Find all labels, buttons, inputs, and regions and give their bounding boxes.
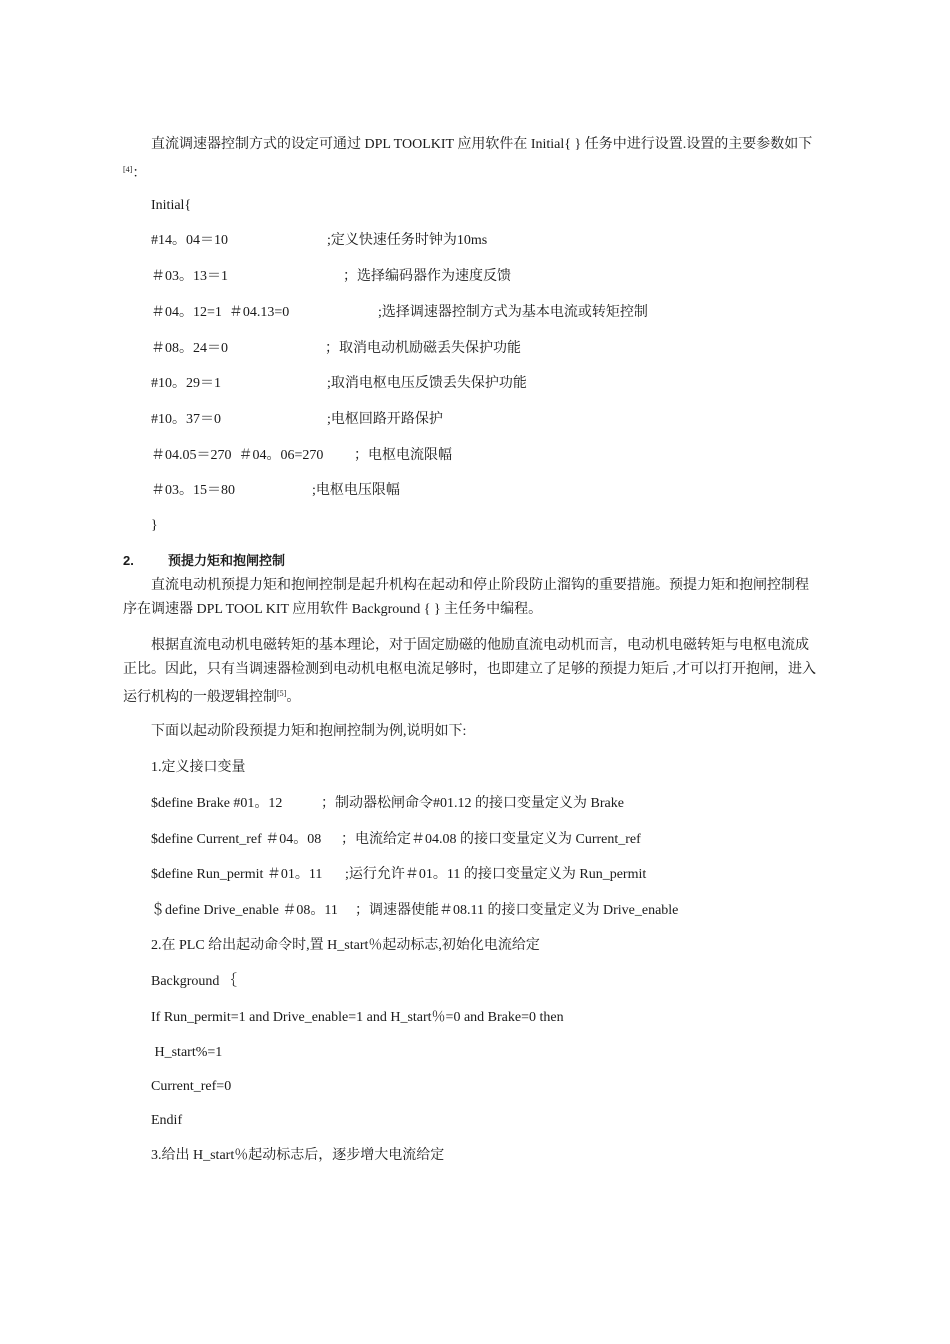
step-2-title: 2.在 PLC 给出起动命令时,置 H_start％起动标志,初始化电流给定	[151, 938, 540, 953]
define-comment: ；调速器使能＃08.11 的接口变量定义为 Drive_enable	[355, 903, 679, 918]
intro-line-1: 直流调速器控制方式的设定可通过 DPL TOOLKIT 应用软件在 Initial{ } 任务中进行设置.设置的主要参数如下	[151, 137, 813, 152]
init-row-comment: ;电枢回路开路保护	[327, 412, 443, 427]
define-comment: ；电流给定＃04.08 的接口变量定义为 Current_ref	[341, 832, 641, 847]
init-row-code: ＃04.05＝270 ＃04。06=270	[151, 448, 324, 463]
init-row-code: ＃03。15＝80	[151, 483, 235, 498]
initial-close: }	[151, 518, 158, 533]
code-line: Endif	[151, 1113, 183, 1128]
paragraph-line: 直流电动机预提力矩和抱闸控制是起升机构在起动和停止阶段防止溜钩的重要措施。预提力矩和抱闸控制程	[151, 578, 809, 593]
init-row-code: #10。37＝0	[151, 412, 221, 427]
init-row-comment: ;电枢电压限幅	[312, 483, 400, 498]
init-row-code: #10。29＝1	[151, 376, 221, 391]
step-1-title: 1.定义接口变量	[151, 760, 246, 775]
define-comment: ；制动器松闸命令#01.12 的接口变量定义为 Brake	[321, 796, 624, 811]
code-line: If Run_permit=1 and Drive_enable=1 and H_start％=0 and Brake=0 then	[151, 1010, 564, 1025]
define-code: ＄define Drive_enable ＃08。11	[151, 903, 338, 918]
init-row-comment: ;取消电枢电压反馈丢失保护功能	[327, 376, 527, 391]
init-row-code: #14。04＝10	[151, 233, 228, 248]
init-row-comment: ;选择调速器控制方式为基本电流或转矩控制	[378, 305, 648, 320]
define-code: $define Current_ref ＃04。08	[151, 832, 322, 847]
init-row-comment: ；电枢电流限幅	[354, 448, 452, 463]
code-line: Current_ref=0	[151, 1079, 232, 1094]
intro-line-2: [4]：	[123, 165, 147, 181]
citation-5: [5]	[277, 689, 287, 698]
step-3-title: 3.给出 H_start％起动标志后，逐步增大电流给定	[151, 1148, 445, 1163]
code-line: Background ｛	[151, 974, 237, 989]
paragraph-line: 正比。因此，只有当调速器检测到电动机电枢电流足够时，也即建立了足够的预提力矩后 ,才可以打开抱闸，进入	[123, 662, 816, 677]
code-line: H_start%=1	[151, 1045, 223, 1060]
section-number: 2.	[123, 553, 134, 568]
initial-open: Initial{	[151, 198, 192, 213]
define-code: $define Brake #01。12	[151, 796, 283, 811]
define-comment: ;运行允许＃01。11 的接口变量定义为 Run_permit	[345, 867, 647, 882]
init-row-code: ＃08。24＝0	[151, 341, 228, 356]
paragraph-line: 下面以起动阶段预提力矩和抱闸控制为例,说明如下:	[151, 724, 467, 739]
init-row-comment: ；选择编码器作为速度反馈	[343, 269, 511, 284]
citation-4: [4]	[123, 165, 133, 174]
paragraph-line: 序在调速器 DPL TOOL KIT 应用软件 Background { } 主任务中编程。	[123, 602, 543, 617]
init-row-comment: ；取消电动机励磁丢失保护功能	[325, 341, 521, 356]
init-row-code: ＃03。13＝1	[151, 269, 228, 284]
define-code: $define Run_permit ＃01。11	[151, 867, 323, 882]
section-heading: 预提力矩和抱闸控制	[168, 553, 286, 568]
init-row-comment: ;定义快速任务时钟为10ms	[327, 233, 488, 248]
init-row-code: ＃04。12=1 ＃04.13=0	[151, 305, 290, 320]
paragraph-line: 运行机构的一般逻辑控制[5]。	[123, 689, 301, 705]
paragraph-line: 根据直流电动机电磁转矩的基本理论，对于固定励磁的他励直流电动机而言，电动机电磁转矩与电枢电流成	[151, 638, 809, 653]
